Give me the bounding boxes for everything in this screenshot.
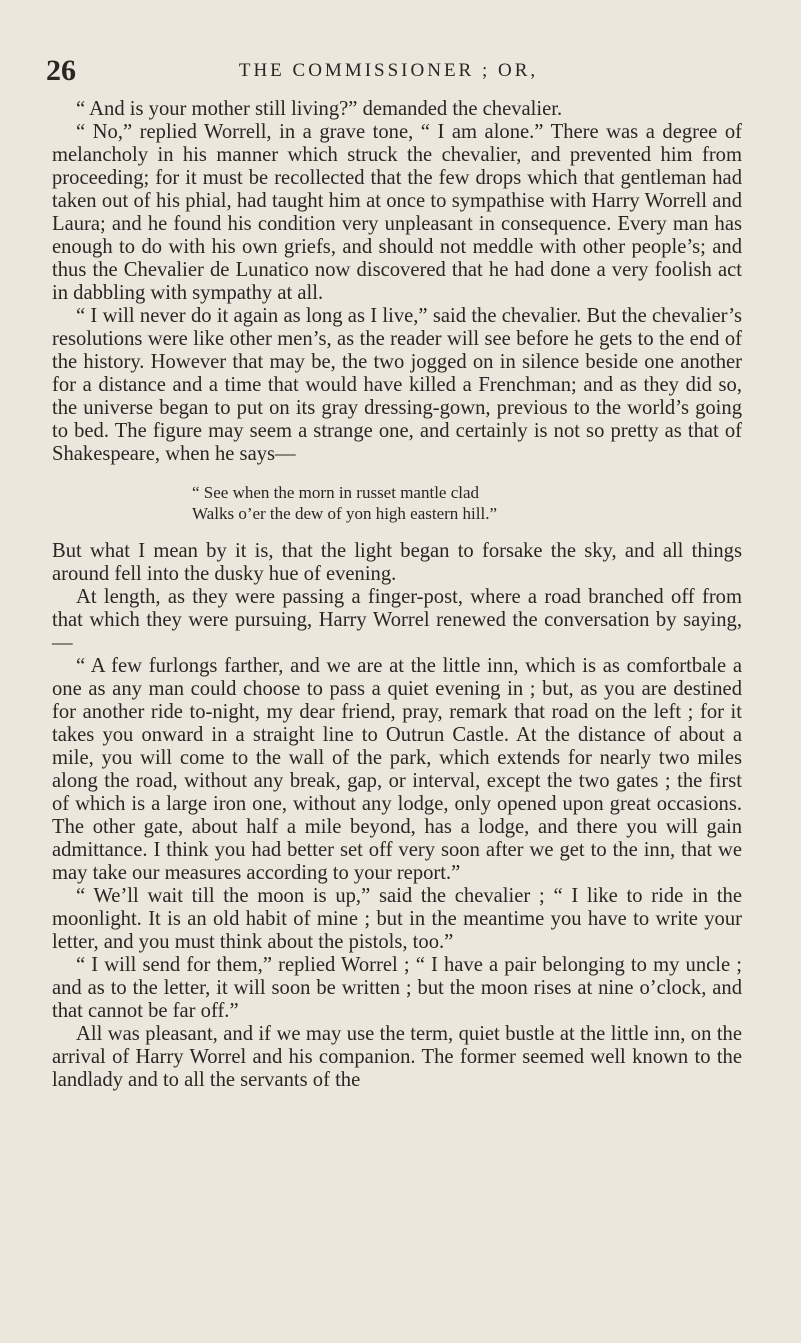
paragraph: “ I will send for them,” replied Worrel ; “ I have a pair belonging to my uncle ; and as to the letter, it will soon be written ; but the moon rises at nine o’clock, and that cannot be far off.” — [52, 954, 742, 1022]
paragraph: “ We’ll wait till the moon is up,” said the chevalier ; “ I like to ride in the moonlight. It is an old habit of mine ; but in the meantime you have to write your letter, and you must think about the pistols, too.” — [52, 885, 742, 953]
paragraph: “ And is your mother still living?” demanded the chevalier. — [76, 98, 563, 120]
verse-quotation — [52, 482, 742, 524]
body-text — [52, 98, 742, 1092]
page-number: 26 — [46, 54, 76, 87]
verse-line: Walks o’er the dew of yon high eastern hill.” — [192, 504, 498, 523]
paragraph: But what I mean by it is, that the light began to forsake the sky, and all things around fell into the dusky hue of evening. — [52, 540, 742, 585]
verse-line: “ See when the morn in russet mantle clad — [192, 483, 480, 502]
paragraph: “ No,” replied Worrell, in a grave tone, “ I am alone.” There was a degree of melancholy in his manner which struck the chevalier, and prevented him from proceeding; for it must be recollected that the few drops which that gentleman had taken out of his phial, had taught him at once to sympathise with Harry Worrell and Laura; and he found his condition very unpleasant in consequence. Every man has enough to do with his own griefs, and should not meddle with other people’s; and thus the Chevalier de Lunatico now discovered that he had done a very foolish act in dabbling with sympathy at all. — [52, 121, 742, 304]
page-header — [46, 54, 731, 88]
running-title: THE COMMISSIONER ; OR, — [238, 60, 539, 81]
paragraph: At length, as they were passing a finger-post, where a road branched off from that which they were pursuing, Harry Worrel renewed the conversation by saying,— — [52, 586, 742, 654]
paragraph: “ A few furlongs farther, and we are at the little inn, which is as comfortbale a one as any man could choose to pass a quiet evening in ; but, as you are destined for another ride to-night, my dear friend, pray, remark that road on the left ; for it takes you onward in a straight line to Outrun Castle. At the distance of about a mile, you will come to the wall of the park, which extends for nearly two miles along the road, without any break, gap, or interval, except the two gates ; the first of which is a large iron one, without any lodge, only opened upon great occasions. The other gate, about half a mile beyond, has a lodge, and there you will gain admittance. I think you had better set off very soon after we get to the inn, that we may take our measures according to your report.” — [52, 655, 742, 884]
paragraph: All was pleasant, and if we may use the term, quiet bustle at the little inn, on the arrival of Harry Worrel and his companion. The former seemed well known to the landlady and to all the servants of the — [52, 1023, 742, 1091]
paragraph: “ I will never do it again as long as I live,” said the chevalier. But the chevalier’s resolutions were like other men’s, as the reader will see before he gets to the end of the history. However that may be, the two jogged on in silence beside one another for a distance and a time that would have killed a Frenchman; and as they did so, the universe began to put on its gray dressing-gown, previous to the world’s going to bed. The figure may seem a strange one, and certainly is not so pretty as that of Shakespeare, when he says— — [52, 305, 742, 465]
